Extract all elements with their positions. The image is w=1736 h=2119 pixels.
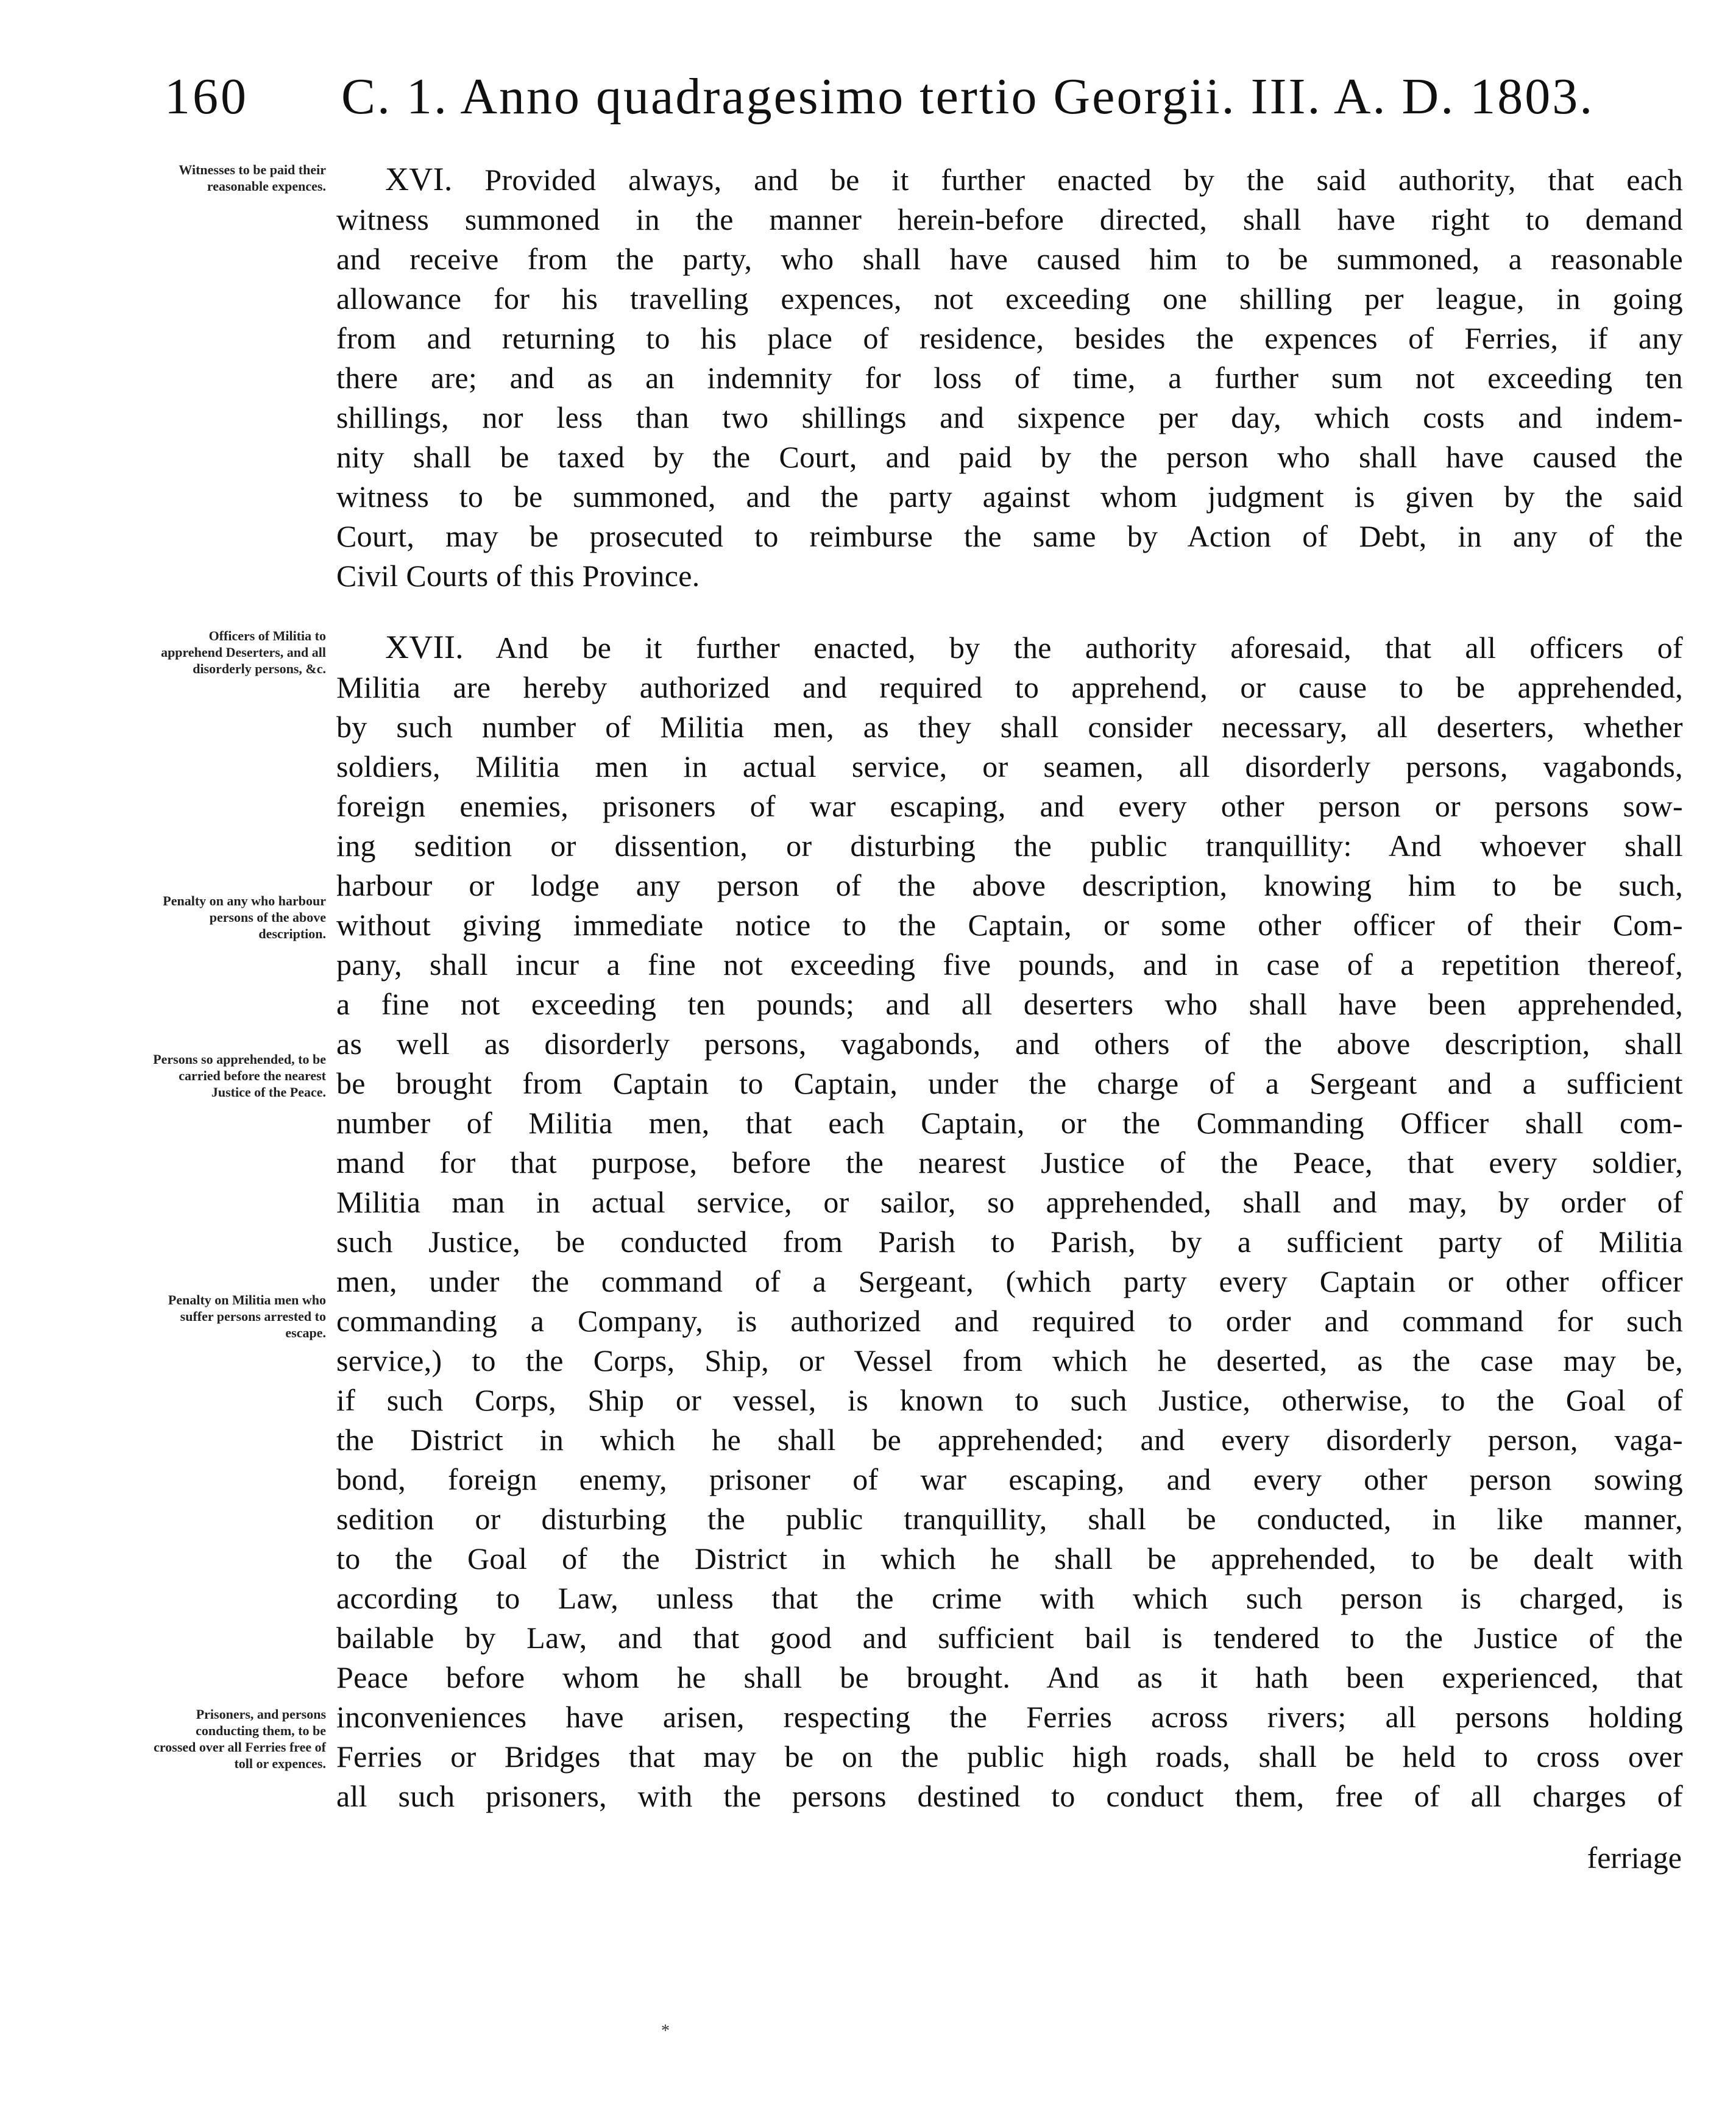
section-xvii [336, 628, 1683, 1816]
text-line: all such prisoners, with the persons destined to conduct them, free of all charges of [336, 1779, 1683, 1813]
text-line: Militia are hereby authorized and required to apprehend, or cause to be apprehended, [336, 670, 1683, 704]
text-line: XVII. And be it further enacted, by the authority aforesaid, that all officers of [385, 629, 1683, 665]
text-line: ing sedition or dissention, or disturbing the public tranquillity: And whoever shall [336, 829, 1683, 863]
text-line: commanding a Company, is authorized and required to order and command for such [336, 1304, 1683, 1338]
text-line: sedition or disturbing the public tranquillity, shall be conducted, in like manner, [336, 1502, 1683, 1536]
text-line: by such number of Militia men, as they shall consider necessary, all deserters, whether [336, 710, 1683, 744]
margin-note-officers: Officers of Militia to apprehend Deserters, and all disorderly persons, &c. [161, 628, 326, 676]
text-line: XVI. Provided always, and be it further enacted by the said authority, that each [385, 161, 1683, 197]
text-line: to the Goal of the District in which he shall be apprehended, to be dealt with [336, 1541, 1683, 1576]
section-number: XVII. [385, 629, 464, 665]
text-line: as well as disorderly persons, vagabonds, and others of the above description, shall [336, 1027, 1683, 1061]
text-line: according to Law, unless that the crime with which such person is charged, is [336, 1581, 1683, 1615]
text-line: and receive from the party, who shall have caused him to be summoned, a reasonable [336, 242, 1683, 276]
text-line: without giving immediate notice to the Captain, or some other officer of their Com- [336, 908, 1683, 942]
text-line: a fine not exceeding ten pounds; and all deserters who shall have been apprehended, [336, 987, 1683, 1021]
text-line: soldiers, Militia men in actual service, or seamen, all disorderly persons, vagabonds, [336, 749, 1683, 784]
running-title: C. 1. Anno quadragesimo tertio Georgii. III. A. D. 1803. [341, 68, 1595, 125]
text-line: if such Corps, Ship or vessel, is known to such Justice, otherwise, to the Goal of [336, 1383, 1683, 1417]
running-header [165, 67, 1694, 140]
text-line: bond, foreign enemy, prisoner of war escaping, and every other person sowing [336, 1462, 1683, 1496]
section-xvi-paragraph [336, 160, 1683, 596]
margin-note-penalty-militia: Penalty on Militia men who suffer persons arrested to escape. [168, 1292, 326, 1340]
text-line: from and returning to his place of residence, besides the expences of Ferries, if any [336, 321, 1683, 355]
catchword: ferriage [1587, 1841, 1682, 1875]
text-line: the District in which he shall be apprehended; and every disorderly person, vaga- [336, 1423, 1683, 1457]
text-line: nity shall be taxed by the Court, and paid by the person who shall have caused the [336, 440, 1683, 474]
page-number: 160 [165, 68, 249, 125]
text-line: bailable by Law, and that good and sufficient bail is tendered to the Justice of the [336, 1621, 1683, 1655]
text-line: inconveniences have arisen, respecting the Ferries across rivers; all persons holding [336, 1700, 1683, 1734]
text-line: allowance for his travelling expences, not exceeding one shilling per league, in going [336, 281, 1683, 316]
section-xvi [336, 160, 1683, 596]
text-line: witness to be summoned, and the party against whom judgment is given by the said [336, 479, 1683, 514]
margin-note-witnesses: Witnesses to be paid their reasonable expences. [179, 162, 326, 194]
text-line: there are; and as an indemnity for loss of time, a further sum not exceeding ten [336, 361, 1683, 395]
text-line: such Justice, be conducted from Parish to Parish, by a sufficient party of Militia [336, 1225, 1683, 1259]
signature-mark: * [661, 2022, 670, 2040]
text-line: shillings, nor less than two shillings and sixpence per day, which costs and indem- [336, 400, 1683, 434]
margin-note-persons-apprehended: Persons so apprehended, to be carried before the nearest Justice of the Peace. [153, 1052, 326, 1100]
text-line: be brought from Captain to Captain, under the charge of a Sergeant and a sufficient [336, 1066, 1683, 1100]
section-number: XVI. [385, 161, 453, 197]
text-line: pany, shall incur a fine not exceeding five pounds, and in case of a repetition thereof, [336, 947, 1683, 982]
text-line: number of Militia men, that each Captain, or the Commanding Officer shall com- [336, 1106, 1683, 1140]
text-line: witness summoned in the manner herein-before directed, shall have right to demand [336, 202, 1683, 236]
margin-note-prisoners: Prisoners, and persons conducting them, to be crossed over all Ferries free of toll or expences. [154, 1707, 326, 1771]
text-line: men, under the command of a Sergeant, (which party every Captain or other officer [336, 1264, 1683, 1298]
text-line: Civil Courts of this Province. [336, 559, 700, 593]
section-xvii-paragraph [336, 628, 1683, 1816]
text-line: Peace before whom he shall be brought. And as it hath been experienced, that [336, 1660, 1683, 1694]
text-line: Militia man in actual service, or sailor, so apprehended, shall and may, by order of [336, 1185, 1683, 1219]
text-line: mand for that purpose, before the nearest Justice of the Peace, that every soldier, [336, 1145, 1683, 1180]
text-line: Ferries or Bridges that may be on the public high roads, shall be held to cross over [336, 1739, 1683, 1774]
text-line: harbour or lodge any person of the above description, knowing him to be such, [336, 868, 1683, 902]
margin-note-penalty-harbour: Penalty on any who harbour persons of the above description. [163, 893, 326, 941]
text-line: Court, may be prosecuted to reimburse the same by Action of Debt, in any of the [336, 519, 1683, 553]
text-line: foreign enemies, prisoners of war escaping, and every other person or persons sow- [336, 789, 1683, 823]
text-line: service,) to the Corps, Ship, or Vessel from which he deserted, as the case may be, [336, 1343, 1683, 1378]
